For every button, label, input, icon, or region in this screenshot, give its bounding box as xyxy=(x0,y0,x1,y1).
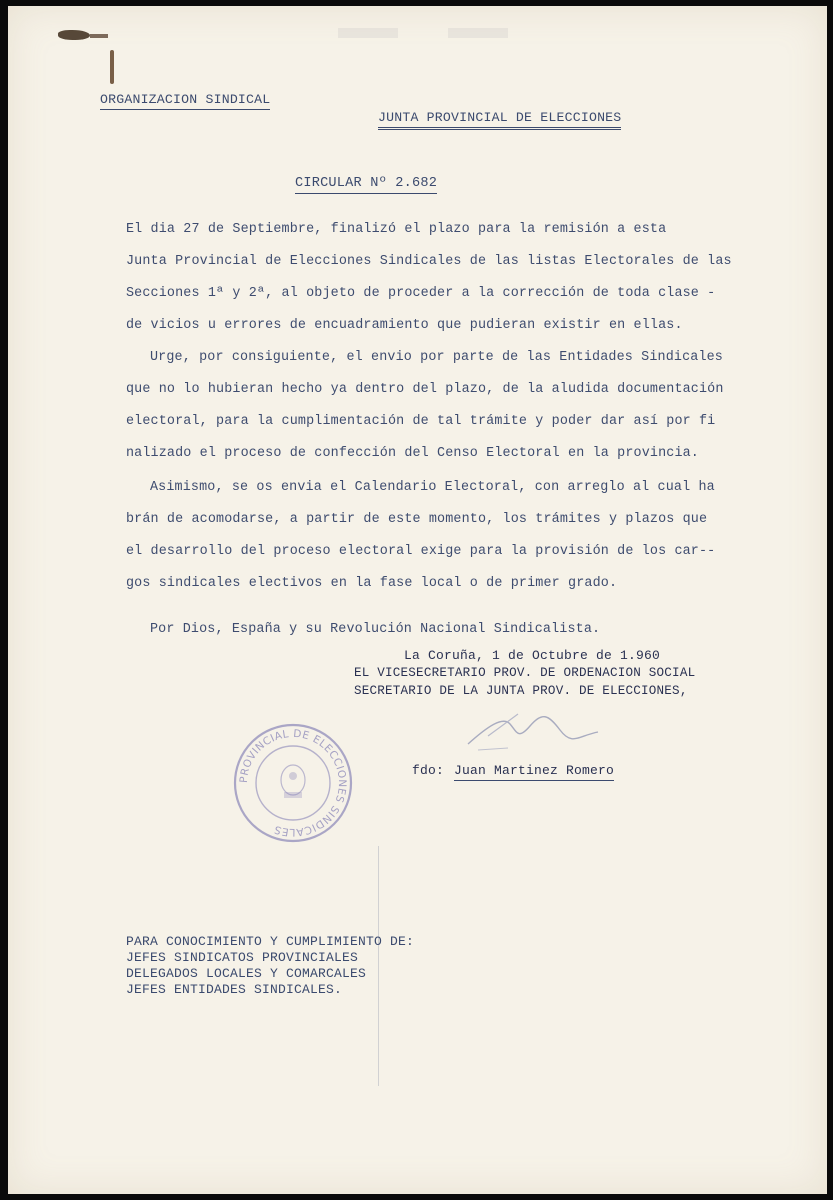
bleed-through xyxy=(338,28,398,38)
body-line: Urge, por consiguiente, el envio por parte de las Entidades Sindicales xyxy=(150,350,723,365)
distribution-line: JEFES SINDICATOS PROVINCIALES xyxy=(126,950,359,965)
place-date: La Coruña, 1 de Octubre de 1.960 xyxy=(404,648,661,663)
body-line: El dia 27 de Septiembre, finalizó el plazo para la remisión a esta xyxy=(126,222,667,237)
body-line: Junta Provincial de Elecciones Sindicales de las listas Electorales de las xyxy=(126,254,732,269)
distribution-line: PARA CONOCIMIENTO Y CUMPLIMIENTO DE: xyxy=(126,934,415,949)
ink-stain xyxy=(90,34,108,38)
distribution-line: JEFES ENTIDADES SINDICALES. xyxy=(126,982,343,997)
ink-stain xyxy=(58,30,90,40)
junta-heading: JUNTA PROVINCIAL DE ELECCIONES xyxy=(378,110,621,130)
body-line: brán de acomodarse, a partir de este momento, los trámites y plazos que xyxy=(126,512,708,527)
document-page xyxy=(8,6,827,1194)
official-seal-stamp xyxy=(232,722,354,844)
body-line: que no lo hubieran hecho ya dentro del plazo, de la aludida documentación xyxy=(126,382,724,397)
body-line: de vicios u errores de encuadramiento que pudieran existir en ellas. xyxy=(126,318,683,333)
body-line: nalizado el proceso de confección del Censo Electoral en la provincia. xyxy=(126,446,699,461)
body-line: Secciones 1ª y 2ª, al objeto de proceder a la corrección de toda clase - xyxy=(126,286,716,301)
fdo-label: fdo: xyxy=(412,763,445,778)
org-heading: ORGANIZACION SINDICAL xyxy=(100,92,270,110)
handwritten-signature xyxy=(448,706,608,756)
paper-fold xyxy=(378,846,379,1086)
body-line: Asimismo, se os envia el Calendario Electoral, con arreglo al cual ha xyxy=(150,480,715,495)
signer-title-2: SECRETARIO DE LA JUNTA PROV. DE ELECCIONES, xyxy=(354,684,688,698)
svg-text:PROVINCIAL DE ELECCIONES SINDI: PROVINCIAL DE ELECCIONES SINDICALES xyxy=(237,727,349,839)
body-line: gos sindicales electivos en la fase local o de primer grado. xyxy=(126,576,618,591)
closing-salutation: Por Dios, España y su Revolución Nacional Sindicalista. xyxy=(150,622,601,637)
signer-name: Juan Martinez Romero xyxy=(454,763,614,781)
ink-stain xyxy=(110,50,114,84)
body-line: electoral, para la cumplimentación de tal trámite y poder dar así por fi xyxy=(126,414,716,429)
signer-title-1: EL VICESECRETARIO PROV. DE ORDENACION SOCIAL xyxy=(354,666,696,680)
bleed-through xyxy=(448,28,508,38)
circular-title: CIRCULAR Nº 2.682 xyxy=(295,176,437,194)
body-line: el desarrollo del proceso electoral exige para la provisión de los car-- xyxy=(126,544,716,559)
distribution-line: DELEGADOS LOCALES Y COMARCALES xyxy=(126,966,367,981)
